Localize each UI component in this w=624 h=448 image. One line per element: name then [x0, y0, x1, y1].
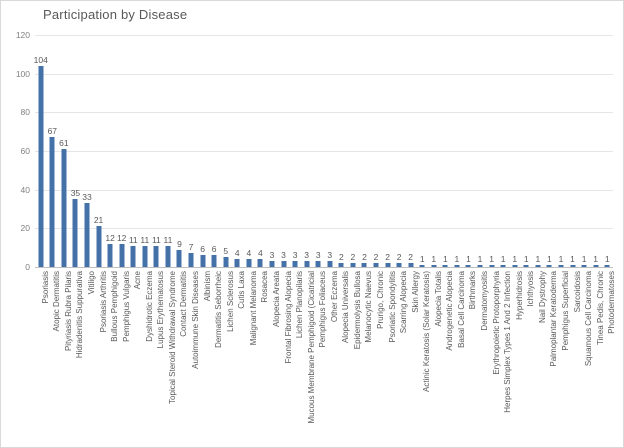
bar-slot: [266, 35, 278, 267]
x-label-slot: [521, 269, 536, 444]
bar-value-label: 2: [338, 252, 344, 263]
bar[interactable]: [50, 137, 55, 267]
x-axis-tick-label: Mucous Membrane Pemphigoid (Cicatricial: [306, 271, 316, 424]
bar-value-label: 6: [211, 244, 217, 255]
x-axis-tick-label: Pemphigus Vulgaris: [121, 271, 131, 342]
bar-slot: [81, 35, 93, 267]
bar[interactable]: [593, 265, 598, 267]
x-axis-tick-label: Erythropoietic Protoporphyria: [491, 271, 501, 375]
bar-value-label: 1: [558, 254, 564, 265]
bar-slot: [151, 35, 163, 267]
bar[interactable]: [489, 265, 494, 267]
chart-title: Participation by Disease: [43, 7, 188, 22]
bar[interactable]: [512, 265, 517, 267]
x-label-slot: [428, 269, 443, 444]
y-axis-tick-label: 0: [25, 262, 30, 272]
x-axis-tick-label: Sarcoidosis: [572, 271, 582, 313]
bar-slot: [278, 35, 290, 267]
x-axis-tick-label: Basal Cell Carcinoma: [456, 271, 466, 348]
x-label-slot: [393, 269, 409, 444]
bar[interactable]: [582, 265, 587, 267]
x-label-slot: [359, 269, 374, 444]
x-label-slot: [347, 269, 362, 444]
bar-slot: [104, 35, 116, 267]
bar-value-label: 1: [500, 254, 506, 265]
bar-value-label: 1: [570, 254, 575, 265]
bar[interactable]: [258, 259, 263, 267]
bar-value-label: 2: [362, 252, 367, 263]
bar[interactable]: [119, 244, 124, 267]
x-axis-tick-label: Ichthyosis: [526, 271, 536, 307]
bar-slot: [336, 35, 348, 267]
bar[interactable]: [85, 203, 90, 267]
x-label-slot: [220, 269, 235, 444]
bar[interactable]: [73, 199, 78, 267]
bar[interactable]: [374, 263, 379, 267]
bar[interactable]: [524, 265, 529, 267]
bar-value-label: 7: [188, 242, 194, 253]
x-label-slot: [151, 269, 166, 444]
x-label-slot: [70, 269, 85, 444]
x-label-slot: [185, 269, 201, 444]
bar[interactable]: [570, 265, 575, 267]
bar[interactable]: [478, 265, 483, 267]
x-axis-tick-label: Scarring Alopecia: [399, 271, 409, 334]
bar[interactable]: [420, 265, 425, 267]
bar-value-label: 67: [47, 126, 58, 137]
x-label-slot: [601, 269, 617, 444]
bar[interactable]: [165, 246, 170, 267]
bar[interactable]: [96, 226, 101, 267]
x-label-slot: [197, 269, 212, 444]
x-axis-tick-label: Albinism: [202, 271, 212, 302]
x-label-slot: [440, 269, 455, 444]
bar-slot: [255, 35, 267, 267]
bar-value-label: 4: [246, 248, 252, 259]
bar[interactable]: [235, 259, 240, 267]
bar-value-label: 2: [396, 252, 402, 263]
bar-value-label: 3: [269, 250, 275, 261]
bar[interactable]: [304, 261, 309, 267]
bar-slot: [312, 35, 324, 267]
bar-slot: [416, 35, 428, 267]
x-label-slot: [58, 269, 73, 444]
bar-slot: [451, 35, 463, 267]
bar-slot: [590, 35, 602, 267]
bar[interactable]: [501, 265, 506, 267]
x-label-slot: [405, 269, 420, 444]
x-axis-tick-label: Nail Dystrophy: [537, 271, 547, 324]
bar[interactable]: [293, 261, 298, 267]
x-axis-tick-label: Dermatomyositis: [480, 271, 490, 331]
x-label-slot: [590, 269, 605, 444]
bar-value-label: 1: [489, 254, 494, 265]
bar-value-label: 3: [327, 250, 333, 261]
bar-slot: [532, 35, 544, 267]
bar-value-label: 1: [523, 254, 529, 265]
bar-slot: [47, 35, 59, 267]
x-label-slot: [278, 269, 293, 444]
x-axis-labels: [35, 269, 617, 444]
bar-slot: [393, 35, 405, 267]
bar-slot: [324, 35, 336, 267]
x-label-slot: [116, 269, 131, 444]
x-axis-tick-label: Bullous Pemphigoid: [110, 271, 120, 342]
bar-slot: [58, 35, 70, 267]
bar-slot: [474, 35, 486, 267]
bar-value-label: 3: [292, 250, 298, 261]
bar[interactable]: [108, 244, 113, 267]
bar-value-label: 1: [477, 254, 483, 265]
x-axis-tick-label: Actinic Keratosis (Solar Keratosis): [422, 271, 432, 392]
bar-value-label: 1: [454, 254, 460, 265]
x-axis-tick-label: Palmoplantar Keratoderma: [549, 271, 559, 367]
bar-value-label: 1: [431, 254, 437, 265]
bar[interactable]: [339, 263, 344, 267]
bar-value-label: 33: [82, 192, 92, 203]
bar-slot: [185, 35, 197, 267]
bar-value-label: 2: [350, 252, 356, 263]
x-axis-tick-label: Rosacea: [260, 271, 270, 303]
bar-value-label: 9: [177, 238, 182, 249]
bar-slot: [197, 35, 209, 267]
x-label-slot: [567, 269, 582, 444]
bar-value-label: 3: [315, 250, 321, 261]
y-axis-tick-label: 100: [15, 68, 30, 79]
bar-slot: [93, 35, 105, 267]
x-axis-tick-label: Lichen Planopilaris: [295, 271, 305, 339]
bar-slot: [359, 35, 371, 267]
x-label-slot: [266, 269, 281, 444]
bar-slot: [301, 35, 313, 267]
x-label-slot: [312, 269, 328, 444]
x-label-slot: [243, 269, 258, 444]
x-label-slot: [35, 269, 50, 444]
x-axis-tick-label: Tinea Pedis, Chronic: [595, 271, 605, 345]
x-axis-tick-label: Epidermolysis Bullosa: [352, 271, 362, 350]
bar-value-label: 1: [593, 254, 599, 265]
x-label-slot: [532, 269, 547, 444]
x-axis-tick-label: Malignant Melanoma: [248, 271, 258, 346]
y-axis-tick-label: 120: [15, 30, 30, 40]
bar-slot: [174, 35, 186, 267]
x-axis-tick-label: Autoimmune Skin Diseases: [191, 271, 201, 369]
bar-value-label: 4: [258, 248, 263, 259]
x-axis-tick-label: Pemphigus Foliaceus: [318, 271, 328, 348]
bar-value-label: 2: [373, 252, 379, 263]
bar[interactable]: [200, 255, 205, 267]
bar[interactable]: [154, 246, 159, 267]
bar-slot: [370, 35, 382, 267]
x-axis-tick-label: Alopecia Areata: [271, 271, 281, 328]
bar-value-label: 6: [200, 244, 205, 255]
x-axis-tick-label: Alopecia Totalis: [433, 271, 443, 327]
x-label-slot: [301, 269, 316, 444]
x-axis-tick-label: Other Eczema: [329, 271, 339, 323]
bar-slot: [232, 35, 244, 267]
x-label-slot: [127, 269, 143, 444]
x-label-slot: [255, 269, 270, 444]
x-axis-line: [35, 267, 613, 268]
x-label-slot: [555, 269, 570, 444]
bar-slot: [405, 35, 417, 267]
bar-value-label: 11: [140, 234, 150, 245]
bar[interactable]: [131, 246, 136, 267]
bar[interactable]: [535, 265, 540, 267]
bar[interactable]: [269, 261, 274, 267]
x-axis-tick-label: Alopecia Universalis: [341, 271, 351, 344]
bar-slot: [567, 35, 579, 267]
bar-slot: [208, 35, 220, 267]
x-axis-tick-label: Androgenetic Alopecia: [445, 271, 455, 351]
bar-slot: [162, 35, 174, 267]
x-label-slot: [578, 269, 594, 444]
x-label-slot: [486, 269, 501, 444]
y-axis-tick-label: 60: [20, 146, 30, 156]
bar-value-label: 1: [512, 254, 518, 265]
bar[interactable]: [281, 261, 286, 267]
x-label-slot: [104, 269, 120, 444]
x-label-slot: [208, 269, 224, 444]
x-axis-tick-label: Psoriasis: [40, 271, 50, 304]
x-axis-tick-label: Prurigo, Chronic: [376, 271, 385, 329]
bar-value-label: 21: [93, 215, 104, 226]
x-axis-tick-label: Melanocytic Naevus: [364, 271, 374, 343]
x-axis-tick-label: Psoriatic Spondylitis: [387, 271, 397, 343]
bar-slot: [139, 35, 151, 267]
x-axis-tick-label: Cutis Laxa: [237, 271, 247, 309]
bar[interactable]: [466, 265, 471, 267]
bar-slot: [289, 35, 301, 267]
bar-slot: [486, 35, 498, 267]
bar-slot: [497, 35, 509, 267]
bar[interactable]: [327, 261, 332, 267]
bar[interactable]: [362, 263, 367, 267]
bar-value-label: 5: [223, 246, 229, 257]
bar[interactable]: [316, 261, 321, 267]
bar-value-label: 12: [116, 232, 127, 243]
bar-slot: [509, 35, 521, 267]
bar-slot: [521, 35, 533, 267]
x-axis-tick-label: Atopic Dermatitis: [52, 271, 62, 332]
x-label-slot: [139, 269, 154, 444]
y-axis-tick-label: 20: [20, 223, 30, 234]
x-label-slot: [474, 269, 490, 444]
bar-slot: [555, 35, 567, 267]
x-axis-tick-label: Dermatitis Seborrheic: [214, 271, 224, 348]
x-axis-tick-label: Lichen Sclerosus: [225, 271, 235, 332]
bar-value-label: 1: [419, 254, 425, 265]
bar-slot: [382, 35, 394, 267]
bar-slot: [463, 35, 475, 267]
bar[interactable]: [142, 246, 147, 267]
bar[interactable]: [558, 265, 563, 267]
x-label-slot: [382, 269, 397, 444]
bar-value-label: 2: [408, 252, 414, 263]
x-axis-tick-label: Birthmarks: [468, 271, 478, 310]
x-label-slot: [416, 269, 432, 444]
bar-value-label: 1: [581, 254, 587, 265]
x-label-slot: [93, 269, 108, 444]
bar-slot: [440, 35, 452, 267]
x-axis-tick-label: Acne: [133, 271, 143, 290]
y-axis-tick-label: 80: [20, 107, 30, 118]
bar-value-label: 4: [234, 248, 240, 259]
bar-value-label: 12: [105, 232, 115, 243]
x-label-slot: [451, 269, 466, 444]
x-label-slot: [497, 269, 513, 444]
bar[interactable]: [61, 149, 66, 267]
x-axis-tick-label: Herpes Simplex Types 1 And 2 Infection: [503, 271, 513, 413]
x-label-slot: [544, 269, 559, 444]
bar-slot: [544, 35, 556, 267]
bar[interactable]: [397, 263, 402, 267]
x-axis-tick-label: Squamous Cell Carcinoma: [584, 271, 594, 367]
bar-slot: [70, 35, 82, 267]
bar[interactable]: [177, 250, 182, 267]
x-label-slot: [47, 269, 62, 444]
x-axis-tick-label: Contact Dermatitis: [179, 271, 189, 337]
bar-value-label: 3: [304, 250, 310, 261]
bar-value-label: 1: [442, 254, 448, 265]
plot-area: [15, 30, 613, 272]
x-axis-tick-label: Photodermatoses: [607, 271, 617, 334]
bar-value-label: 61: [59, 138, 69, 149]
bar-slot: [428, 35, 440, 267]
bar[interactable]: [189, 253, 194, 267]
x-axis-tick-label: Topical Steroid Withdrawal Syndrome: [167, 271, 177, 404]
bar[interactable]: [38, 66, 43, 267]
bar[interactable]: [547, 265, 552, 267]
bar-slot: [601, 35, 613, 267]
x-label-slot: [336, 269, 351, 444]
bar[interactable]: [454, 265, 459, 267]
x-label-slot: [232, 269, 247, 444]
bar-slot: [243, 35, 255, 267]
bar[interactable]: [408, 263, 413, 267]
x-label-slot: [370, 269, 385, 444]
bar-value-label: 35: [70, 188, 81, 199]
x-axis-tick-label: Psoriasis Arthritis: [98, 271, 108, 333]
x-axis-tick-label: Skin Allergy: [410, 271, 420, 313]
x-axis-tick-label: Dyshidrotic Eczema: [144, 271, 154, 342]
bar-value-label: 11: [128, 234, 138, 245]
bar[interactable]: [350, 263, 355, 267]
bar-slot: [220, 35, 232, 267]
x-label-slot: [162, 269, 177, 444]
bar[interactable]: [605, 265, 610, 267]
bar-series: [35, 35, 613, 267]
x-axis-tick-label: Vitiligo: [87, 271, 96, 295]
x-axis-tick-label: Hidradenitis Suppurativa: [75, 271, 85, 359]
bar-value-label: 1: [547, 254, 552, 265]
x-axis-tick-label: Pemphigus Superficial: [560, 271, 570, 351]
bar[interactable]: [212, 255, 217, 267]
x-label-slot: [81, 269, 96, 444]
bar[interactable]: [223, 257, 228, 267]
bar-slot: [578, 35, 590, 267]
x-axis-tick-label: Hyperhidrosis: [514, 271, 524, 320]
x-label-slot: [289, 269, 305, 444]
bar-value-label: 1: [466, 254, 471, 265]
bar-value-label: 2: [385, 252, 390, 263]
x-axis-tick-label: Lupus Erythematosus: [156, 271, 166, 349]
bar-value-label: 11: [151, 234, 161, 245]
bar-slot: [116, 35, 128, 267]
bar-slot: [127, 35, 139, 267]
bar-value-label: 1: [604, 254, 610, 265]
bar-slot: [35, 35, 47, 267]
bar-value-label: 11: [163, 234, 173, 245]
bar-value-label: 1: [535, 254, 541, 265]
y-axis-tick-label: 40: [20, 184, 30, 195]
bar-value-label: 104: [33, 54, 48, 65]
bar[interactable]: [443, 265, 448, 267]
x-label-slot: [324, 269, 339, 444]
bar[interactable]: [246, 259, 251, 267]
x-label-slot: [174, 269, 189, 444]
bar[interactable]: [431, 265, 436, 267]
bar[interactable]: [385, 263, 390, 267]
x-axis-tick-label: Pityriasis Rubra Pilaris: [63, 271, 73, 352]
x-label-slot: [509, 269, 524, 444]
x-label-slot: [463, 269, 478, 444]
bar-slot: [347, 35, 359, 267]
x-axis-tick-label: Frontal Fibrosing Alopecia: [283, 271, 293, 364]
bar-value-label: 3: [281, 250, 286, 261]
